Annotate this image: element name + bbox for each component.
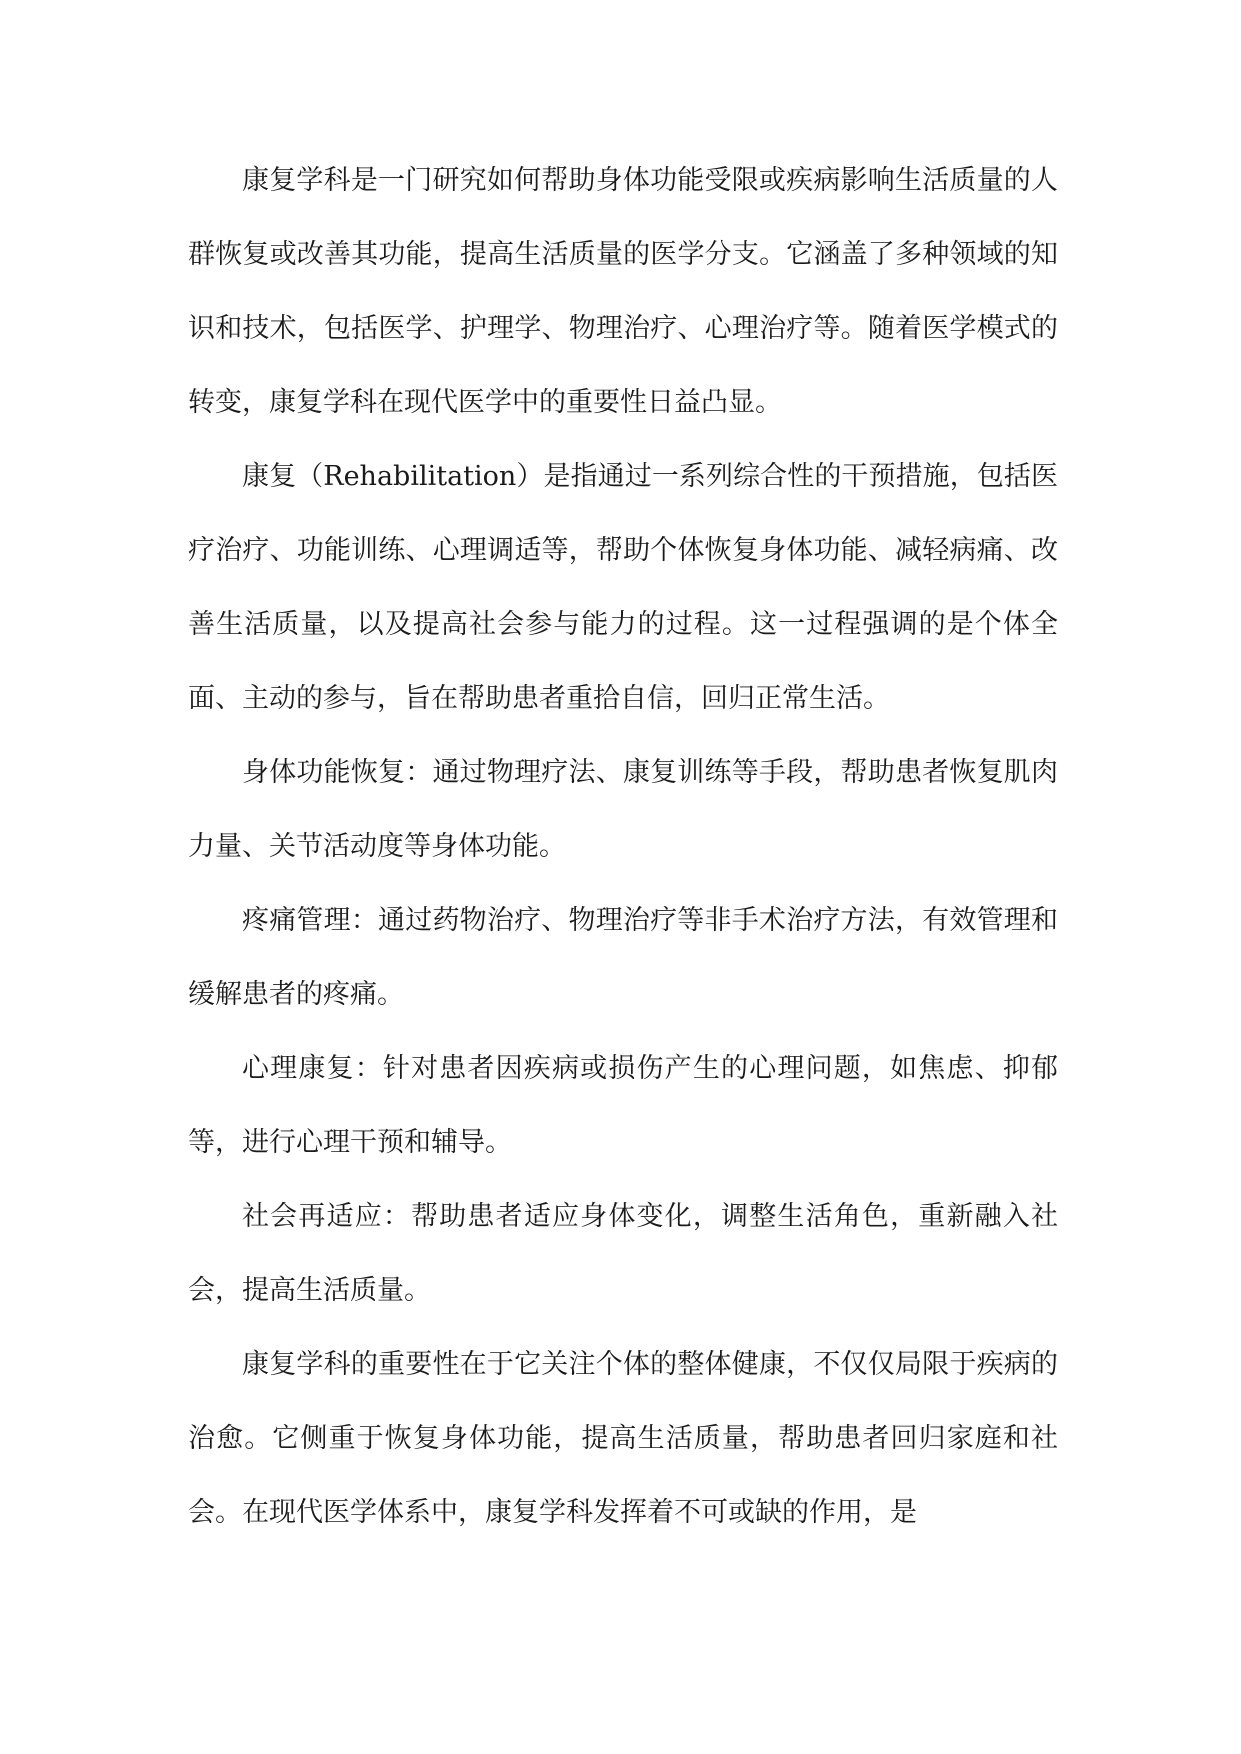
- paragraph-psychological-rehab: 心理康复：针对患者因疾病或损伤产生的心理问题，如焦虑、抑郁等，进行心理干预和辅导。: [188, 1053, 1058, 1158]
- paragraph-pain-management: 疼痛管理：通过药物治疗、物理治疗等非手术治疗方法，有效管理和缓解患者的疼痛。: [188, 905, 1058, 1010]
- paragraph-importance: 康复学科的重要性在于它关注个体的整体健康，不仅仅局限于疾病的治愈。它侧重于恢复身体功能，提高生活质量，帮助患者回归家庭和社会。在现代医学体系中，康复学科发挥着不可或缺的作用，是: [188, 1349, 1058, 1528]
- document-body: [188, 144, 1058, 1550]
- paragraph-physical-recovery: 身体功能恢复：通过物理疗法、康复训练等手段，帮助患者恢复肌肉力量、关节活动度等身体功能。: [188, 757, 1058, 862]
- paragraph-intro: 康复学科是一门研究如何帮助身体功能受限或疾病影响生活质量的人群恢复或改善其功能，提高生活质量的医学分支。它涵盖了多种领域的知识和技术，包括医学、护理学、物理治疗、心理治疗等。随着医学模式的转变，康复学科在现代医学中的重要性日益凸显。: [188, 165, 1058, 418]
- paragraph-rehabilitation-definition: 康复（Rehabilitation）是指通过一系列综合性的干预措施，包括医疗治疗、功能训练、心理调适等，帮助个体恢复身体功能、减轻病痛、改善生活质量，以及提高社会参与能力的过程。这一过程强调的是个体全面、主动的参与，旨在帮助患者重拾自信，回归正常生活。: [188, 461, 1058, 714]
- paragraph-social-readaptation: 社会再适应：帮助患者适应身体变化，调整生活角色，重新融入社会，提高生活质量。: [188, 1201, 1058, 1306]
